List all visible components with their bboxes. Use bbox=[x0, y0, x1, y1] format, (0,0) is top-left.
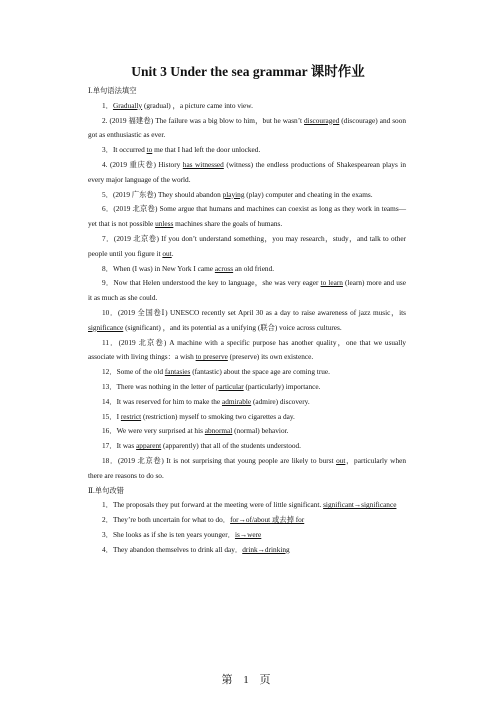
section-heading-correction: Ⅱ.单句改错 bbox=[88, 485, 124, 495]
question-item bbox=[88, 528, 406, 543]
question-item bbox=[88, 454, 406, 484]
question-text-tail: (learn) more and use it as much as she could. bbox=[88, 278, 406, 303]
question-text: 9．Now that Helen understood the key to language，she was very eager bbox=[102, 278, 321, 288]
answer-text: restrict bbox=[120, 411, 142, 421]
section-heading-fill-in: Ⅰ.单句语法填空 bbox=[88, 86, 137, 95]
question-item bbox=[88, 498, 406, 513]
question-text-tail: (gradual) ，a picture came into view. bbox=[142, 100, 253, 110]
question-item bbox=[88, 543, 406, 558]
question-item bbox=[88, 365, 406, 380]
worksheet-body bbox=[88, 84, 406, 558]
answer-text: particular bbox=[215, 381, 244, 391]
question-text-tail: (significant) ，and its potential as a unifying (联合) voice across cultures. bbox=[123, 322, 342, 332]
question-item bbox=[88, 395, 406, 410]
question-item bbox=[88, 262, 406, 277]
question-text: 2．They’re both uncertain for what to do． bbox=[102, 515, 231, 525]
question-text: 4. (2019 重庆卷) History bbox=[102, 159, 183, 169]
question-text-tail: (fantastic) about the space age are coming true. bbox=[190, 367, 330, 377]
question-text-tail: machines share the goals of humans. bbox=[173, 219, 283, 229]
question-text-tail: me that I had left the door unlocked. bbox=[152, 145, 261, 155]
question-text: 6．(2019 北京卷) Some argue that humans and machines can coexist as long as they work in teams—yet that is not possible bbox=[88, 204, 406, 229]
answer-text: abnormal bbox=[204, 426, 233, 436]
question-item bbox=[88, 202, 406, 232]
question-text: 11．(2019 北京卷) A machine with a specific purpose has another quality，one that we usually associate with living things：a wish bbox=[88, 337, 406, 362]
answer-text: for→of/about 或去掉 for bbox=[230, 515, 305, 525]
question-text: 1．The proposals they put forward at the meeting were of little significant. bbox=[102, 500, 324, 510]
question-item bbox=[88, 232, 406, 262]
question-text-tail: (particularly) importance. bbox=[243, 381, 321, 391]
question-text-tail: (play) computer and cheating in the exams. bbox=[244, 189, 373, 199]
question-text-tail: (preserve) its own existence. bbox=[227, 352, 314, 362]
question-text: 4．They abandon themselves to drink all day． bbox=[102, 544, 243, 554]
question-item bbox=[88, 380, 406, 395]
question-item bbox=[88, 336, 406, 366]
question-text: 1． bbox=[102, 100, 113, 110]
answer-text: admirable bbox=[221, 396, 252, 406]
question-text: 8．When (I was) in New York I came bbox=[102, 263, 215, 273]
question-text-tail: (apparently) that all of the students understood. bbox=[161, 441, 302, 451]
answer-text: playing bbox=[222, 189, 245, 199]
answer-text: unless bbox=[155, 219, 174, 229]
answer-text: to learn bbox=[320, 278, 343, 288]
answer-text: across bbox=[214, 263, 234, 273]
question-text: 12．Some of the old bbox=[102, 367, 165, 377]
question-item bbox=[88, 513, 406, 528]
question-text: 7．(2019 北京卷) If you don’t understand something，you may research，study，and talk to other people until you figure it bbox=[88, 233, 406, 258]
correction-list bbox=[88, 498, 406, 557]
question-text-tail: ，particularly when there are reasons to do so. bbox=[88, 455, 406, 480]
question-item bbox=[88, 143, 406, 158]
question-item bbox=[88, 188, 406, 203]
question-item bbox=[88, 424, 406, 439]
question-text: 5．(2019 广东卷) They should abandon bbox=[102, 189, 223, 199]
question-text-tail: (normal) behavior. bbox=[232, 426, 289, 436]
answer-text: Gradually bbox=[112, 100, 143, 110]
answer-text: out bbox=[336, 455, 346, 465]
answer-text: discouraged bbox=[304, 115, 340, 125]
question-text: 14．It was reserved for him to make the bbox=[102, 396, 222, 406]
question-text-tail: (witness) the endless productions of Shakespearean plays in every major language of the world. bbox=[88, 159, 406, 184]
answer-text: has witnessed bbox=[182, 159, 224, 169]
question-item bbox=[88, 114, 406, 144]
question-text: 3．It occurred bbox=[102, 145, 147, 155]
question-text-tail: (admire) discovery. bbox=[251, 396, 310, 406]
question-text: 15．I bbox=[102, 411, 121, 421]
question-text: 3．She looks as if she is ten years younger． bbox=[102, 529, 235, 539]
answer-text: significance bbox=[88, 322, 124, 332]
question-text: 18．(2019 北京卷) It is not surprising that young people are likely to burst bbox=[102, 455, 337, 465]
page-number: 第 1 页 bbox=[221, 674, 275, 686]
answer-text: to bbox=[146, 145, 153, 155]
answer-text: significant→significance bbox=[323, 500, 397, 510]
fill-in-list bbox=[88, 99, 406, 484]
question-item bbox=[88, 99, 406, 114]
question-text-tail: an old friend. bbox=[233, 263, 275, 273]
question-text-tail: (restriction) myself to smoking two cigarettes a day. bbox=[141, 411, 295, 421]
answer-text: drink→drinking bbox=[242, 544, 290, 554]
question-item bbox=[88, 439, 406, 454]
question-text: 10．(2019 全国卷Ⅰ) UNESCO recently set April 30 as a day to raise awareness of jazz music，its bbox=[102, 307, 406, 317]
question-text: 16．We were very surprised at his bbox=[102, 426, 205, 436]
question-text: 13．There was nothing in the letter of bbox=[102, 381, 216, 391]
answer-text: fantasies bbox=[164, 367, 191, 377]
question-item bbox=[88, 306, 406, 336]
question-text-tail: (discourage) and soon got as enthusiastic as ever. bbox=[88, 115, 406, 140]
question-item bbox=[88, 410, 406, 425]
question-text: 2. (2019 福建卷) The failure was a big blow to him，but he wasn’t bbox=[102, 115, 305, 125]
question-text: 17．It was bbox=[102, 441, 137, 451]
page-title: Unit 3 Under the sea grammar 课时作业 bbox=[131, 64, 365, 79]
question-item bbox=[88, 276, 406, 306]
question-text-tail: . bbox=[171, 248, 174, 258]
answer-text: to preserve bbox=[195, 352, 228, 362]
answer-text: is→were bbox=[234, 529, 262, 539]
answer-text: apparent bbox=[136, 441, 162, 451]
question-item bbox=[88, 158, 406, 188]
answer-text: out bbox=[162, 248, 172, 258]
